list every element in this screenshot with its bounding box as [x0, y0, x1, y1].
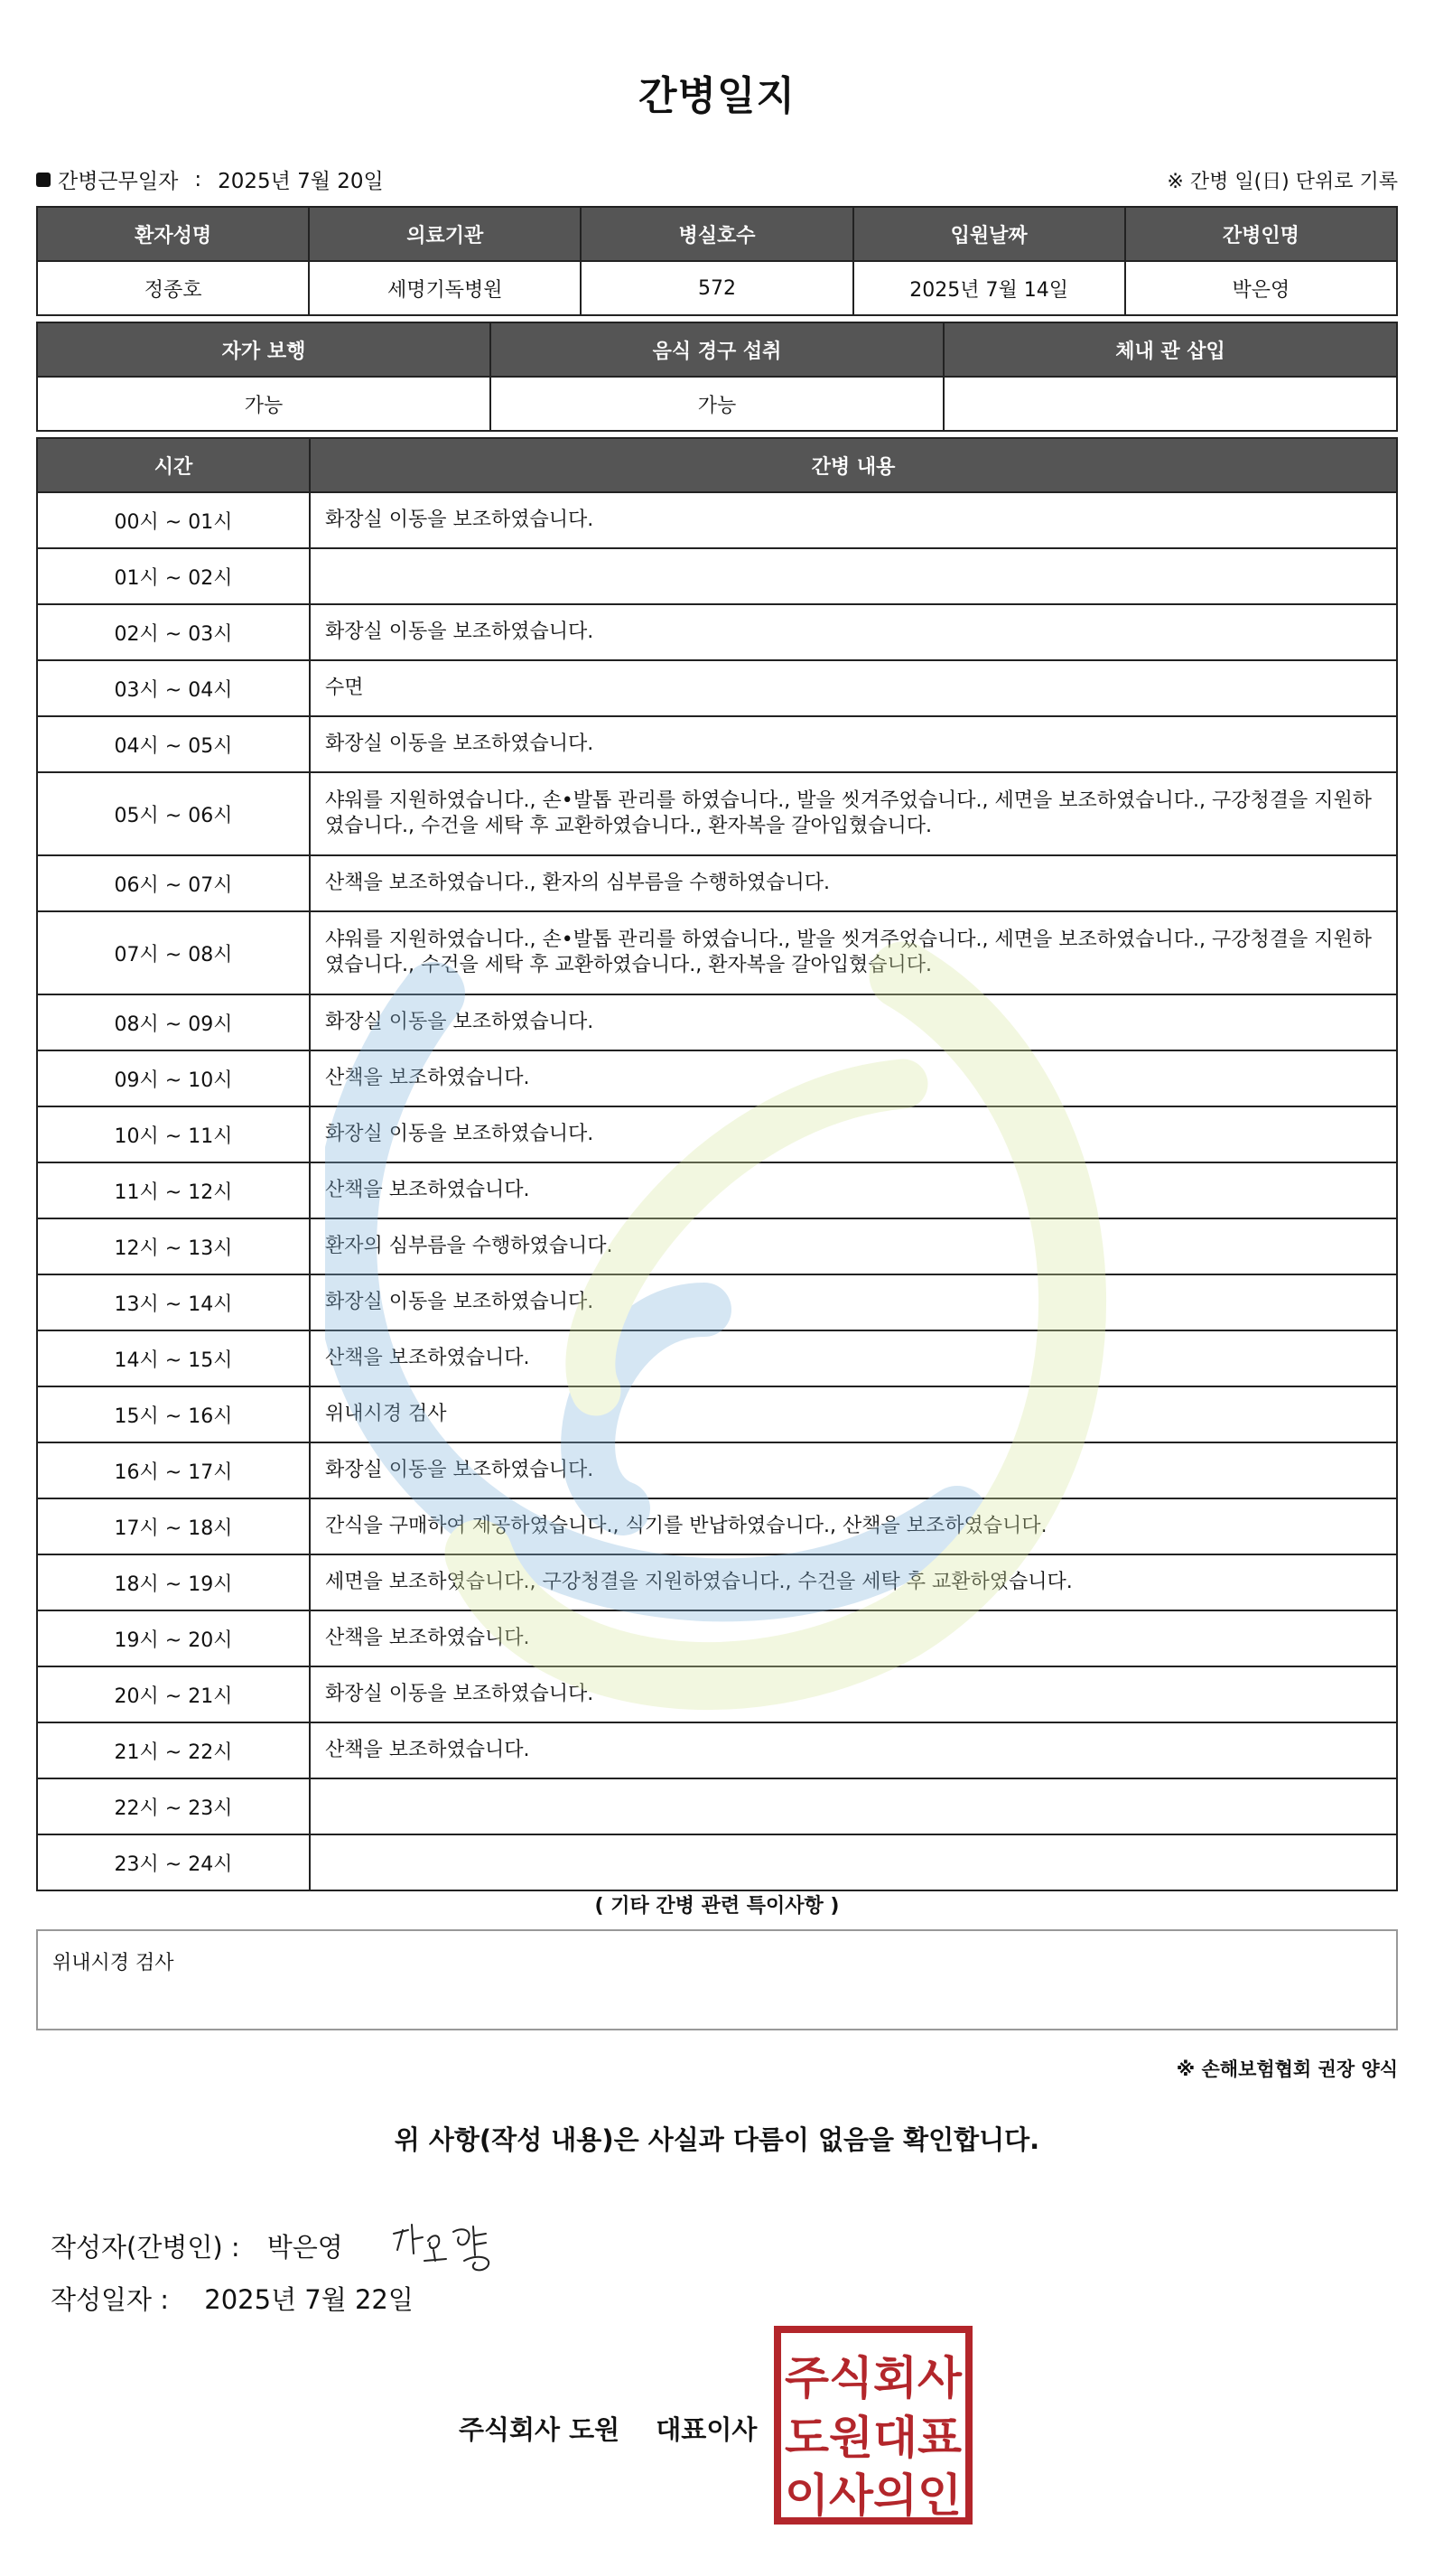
- table-row: [37, 1218, 1397, 1274]
- author-line: [51, 2214, 513, 2277]
- time-slot: 02시 ~ 03시: [37, 604, 310, 660]
- bullet-square-icon: [36, 173, 51, 187]
- time-slot: 07시 ~ 08시: [37, 911, 310, 994]
- written-date-value: 2025년 7월 22일: [204, 2284, 414, 2315]
- care-content: 산책을 보조하였습니다.: [310, 1610, 1397, 1666]
- table-row: [37, 1778, 1397, 1834]
- header-self-walking: 자가 보행: [37, 322, 490, 377]
- room-number: 572: [581, 261, 852, 315]
- time-slot: 19시 ~ 20시: [37, 1610, 310, 1666]
- header-room-number: 병실호수: [581, 207, 852, 261]
- company-seal-icon: [773, 2325, 973, 2525]
- table-row: [37, 1666, 1397, 1722]
- table-row: [37, 1106, 1397, 1162]
- form-note: ※ 손해보험협회 권장 양식: [1176, 2058, 1398, 2080]
- author-name: 박은영: [266, 2231, 343, 2263]
- care-content: 산책을 보조하였습니다.: [310, 1162, 1397, 1218]
- time-slot: 14시 ~ 15시: [37, 1330, 310, 1386]
- work-date-separator: :: [194, 167, 202, 191]
- table-row: [37, 994, 1397, 1050]
- care-log-rows: [37, 492, 1397, 1890]
- table-row: [37, 492, 1397, 548]
- time-slot: 03시 ~ 04시: [37, 660, 310, 716]
- care-content: 산책을 보조하였습니다.: [310, 1050, 1397, 1106]
- time-slot: 20시 ~ 21시: [37, 1666, 310, 1722]
- header-time: 시간: [37, 438, 310, 492]
- work-date-label: 간병근무일자: [58, 170, 179, 193]
- table-row: [37, 911, 1397, 994]
- header-hospital: 의료기관: [309, 207, 581, 261]
- table-row: [37, 1274, 1397, 1330]
- time-slot: 00시 ~ 01시: [37, 492, 310, 548]
- notes-title: ( 기타 간병 관련 특이사항 ): [594, 1895, 840, 1918]
- header-tube-insertion: 체내 관 삽입: [944, 322, 1397, 377]
- page-title: 간병일지: [638, 73, 796, 119]
- time-slot: 05시 ~ 06시: [37, 772, 310, 855]
- time-slot: 21시 ~ 22시: [37, 1722, 310, 1778]
- care-content: [310, 1834, 1397, 1890]
- svg-text:도원대표: 도원대표: [785, 2412, 963, 2464]
- time-slot: 16시 ~ 17시: [37, 1442, 310, 1498]
- work-date-value: 2025년 7월 20일: [218, 170, 384, 193]
- care-content: 화장실 이동을 보조하였습니다.: [310, 1442, 1397, 1498]
- care-log-table: [36, 437, 1398, 1891]
- time-slot: 10시 ~ 11시: [37, 1106, 310, 1162]
- patient-status-table: [36, 322, 1398, 432]
- care-content: 산책을 보조하였습니다.: [310, 1330, 1397, 1386]
- care-content: 화장실 이동을 보조하였습니다.: [310, 492, 1397, 548]
- care-content: 화장실 이동을 보조하였습니다.: [310, 604, 1397, 660]
- hospital-name: 세명기독병원: [309, 261, 581, 315]
- svg-text:이사의인: 이사의인: [785, 2469, 962, 2522]
- table-row: [37, 660, 1397, 716]
- company-representative-title: 대표이사: [656, 2414, 758, 2445]
- time-slot: 08시 ~ 09시: [37, 994, 310, 1050]
- time-slot: 01시 ~ 02시: [37, 548, 310, 604]
- care-content: 샤워를 지원하였습니다., 손•발톱 관리를 하였습니다., 발을 씻겨주었습니다., 세면을 보조하였습니다., 구강청결을 지원하였습니다., 수건을 세탁 후 교환하였습니다., 환자복을 갈아입혔습니다.: [310, 772, 1397, 855]
- table-row: [37, 1554, 1397, 1610]
- time-slot: 17시 ~ 18시: [37, 1498, 310, 1554]
- time-slot: 12시 ~ 13시: [37, 1218, 310, 1274]
- patient-info-table: [36, 206, 1398, 316]
- header-oral-intake: 음식 경구 섭취: [490, 322, 944, 377]
- header-patient-name: 환자성명: [37, 207, 309, 261]
- care-content: [310, 1778, 1397, 1834]
- care-content: 간식을 구매하여 제공하였습니다., 식기를 반납하였습니다., 산책을 보조하였습니다.: [310, 1498, 1397, 1554]
- care-content: 샤워를 지원하였습니다., 손•발톱 관리를 하였습니다., 발을 씻겨주었습니다., 세면을 보조하였습니다., 구강청결을 지원하였습니다., 수건을 세탁 후 교환하였습니다., 환자복을 갈아입혔습니다.: [310, 911, 1397, 994]
- svg-text:주식회사: 주식회사: [785, 2352, 963, 2404]
- time-slot: 13시 ~ 14시: [37, 1274, 310, 1330]
- time-slot: 18시 ~ 19시: [37, 1554, 310, 1610]
- table-row: [37, 1442, 1397, 1498]
- header-care-content: 간병 내용: [310, 438, 1397, 492]
- care-content: 화장실 이동을 보조하였습니다.: [310, 716, 1397, 772]
- time-slot: 04시 ~ 05시: [37, 716, 310, 772]
- care-content: 수면: [310, 660, 1397, 716]
- time-slot: 15시 ~ 16시: [37, 1386, 310, 1442]
- care-content: 화장실 이동을 보조하였습니다.: [310, 1666, 1397, 1722]
- author-label: 작성자(간병인) :: [51, 2231, 240, 2263]
- handwritten-signature-icon: [386, 2214, 513, 2277]
- header-admission-date: 입원날짜: [853, 207, 1125, 261]
- care-content: 화장실 이동을 보조하였습니다.: [310, 994, 1397, 1050]
- table-row: [37, 1722, 1397, 1778]
- table-row: [37, 716, 1397, 772]
- care-content: 환자의 심부름을 수행하였습니다.: [310, 1218, 1397, 1274]
- care-content: 산책을 보조하였습니다.: [310, 1722, 1397, 1778]
- table-row: [37, 1386, 1397, 1442]
- table-row: [37, 855, 1397, 911]
- oral-intake-value: 가능: [490, 377, 944, 431]
- time-slot: 22시 ~ 23시: [37, 1778, 310, 1834]
- self-walking-value: 가능: [37, 377, 490, 431]
- table-row: [37, 1050, 1397, 1106]
- written-date-line: [51, 2280, 414, 2317]
- company-line: [459, 2410, 757, 2447]
- header-caregiver-name: 간병인명: [1125, 207, 1397, 261]
- time-slot: 06시 ~ 07시: [37, 855, 310, 911]
- notes-box: 위내시경 검사: [36, 1929, 1398, 2030]
- table-row: [37, 1610, 1397, 1666]
- care-content: 산책을 보조하였습니다., 환자의 심부름을 수행하였습니다.: [310, 855, 1397, 911]
- care-content: 화장실 이동을 보조하였습니다.: [310, 1106, 1397, 1162]
- tube-insertion-value: [944, 377, 1397, 431]
- company-name: 주식회사 도원: [459, 2414, 620, 2445]
- table-row: [37, 604, 1397, 660]
- admission-date: 2025년 7월 14일: [853, 261, 1125, 315]
- care-content: 화장실 이동을 보조하였습니다.: [310, 1274, 1397, 1330]
- time-slot: 09시 ~ 10시: [37, 1050, 310, 1106]
- table-row: [37, 772, 1397, 855]
- work-date: [36, 164, 384, 194]
- record-note: ※ 간병 일(日) 단위로 기록: [1167, 171, 1398, 193]
- confirmation-statement: 위 사항(작성 내용)은 사실과 다름이 없음을 확인합니다.: [394, 2124, 1040, 2155]
- care-content: [310, 548, 1397, 604]
- table-row: [37, 1162, 1397, 1218]
- time-slot: 11시 ~ 12시: [37, 1162, 310, 1218]
- patient-name: 정종호: [37, 261, 309, 315]
- table-row: [37, 1498, 1397, 1554]
- table-row: [37, 1330, 1397, 1386]
- table-row: [37, 548, 1397, 604]
- written-date-label: 작성일자 :: [51, 2284, 170, 2315]
- time-slot: 23시 ~ 24시: [37, 1834, 310, 1890]
- table-row: [37, 1834, 1397, 1890]
- care-content: 세면을 보조하였습니다., 구강청결을 지원하였습니다., 수건을 세탁 후 교환하였습니다.: [310, 1554, 1397, 1610]
- care-content: 위내시경 검사: [310, 1386, 1397, 1442]
- caregiver-name: 박은영: [1125, 261, 1397, 315]
